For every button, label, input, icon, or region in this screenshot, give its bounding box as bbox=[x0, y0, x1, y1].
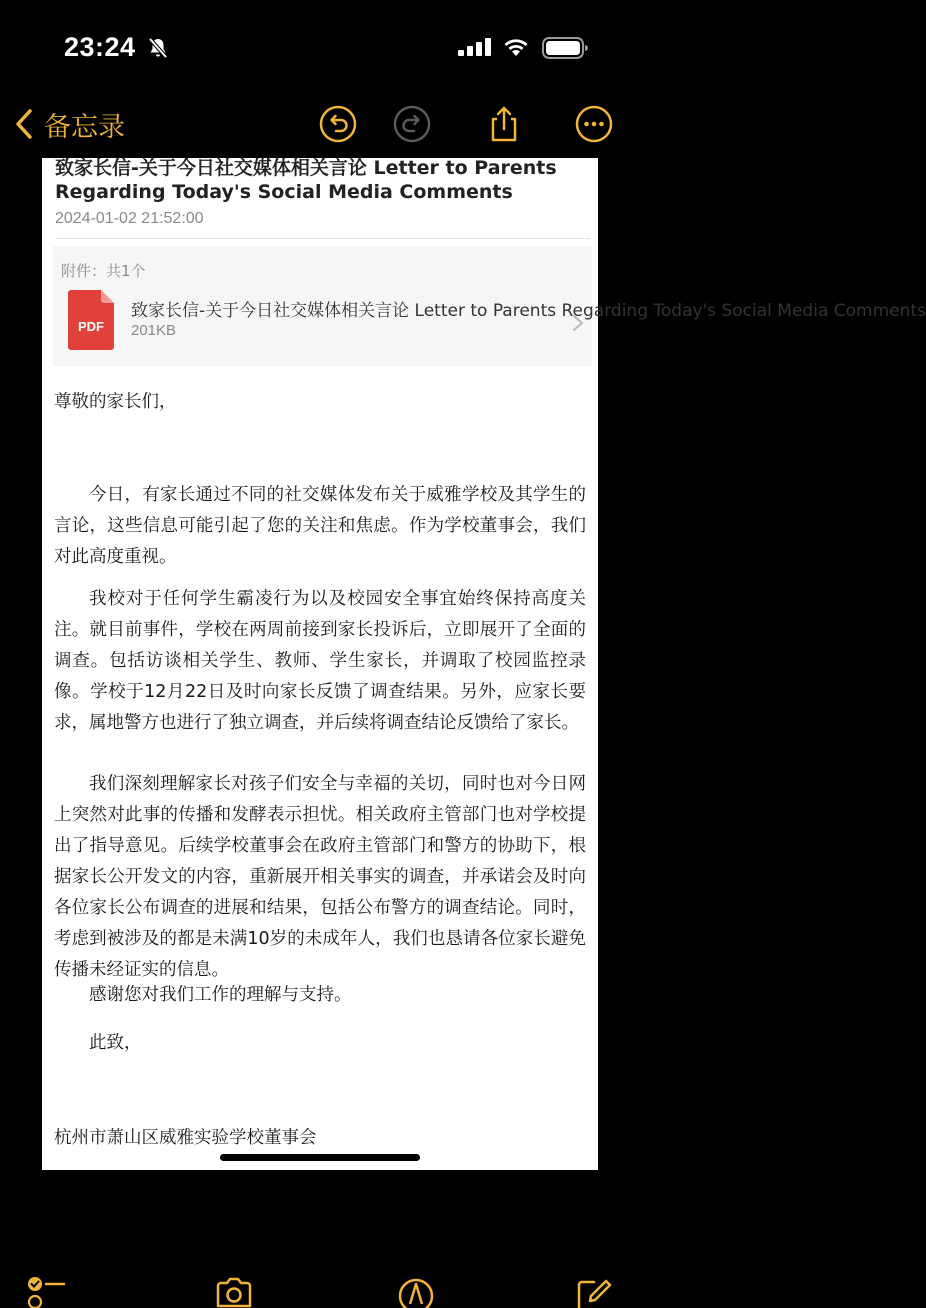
wifi-icon bbox=[502, 36, 530, 58]
salutation: 尊敬的家长们， bbox=[54, 392, 177, 412]
chevron-right-icon bbox=[572, 314, 584, 332]
closing: 此致， bbox=[89, 1033, 142, 1053]
paragraph-3: 我们深刻理解家长对孩子们安全与幸福的关切，同时也对今日网上突然对此事的传播和发酵表示担忧。相关政府主管部门也对学校提出了指导意见。后续学校董事会在政府主管部门和警方的协助下，根据家长公开发文的内容，重新展开相关事实的调查，并承诺会及时向各位家长公布调查的进展和结果，包括公布警方的调查结论。同时，考虑到被涉及的都是未满10岁的未成年人，我们也恳请各位家长避免传播未经证实的信息。 bbox=[54, 774, 586, 980]
cellular-signal-icon bbox=[458, 38, 492, 56]
pdf-label: PDF bbox=[78, 319, 104, 334]
paragraph-4: 感谢您对我们工作的理解与支持。 bbox=[89, 985, 352, 1005]
back-label: 备忘录 bbox=[44, 111, 125, 143]
pdf-file-icon bbox=[68, 290, 114, 350]
navigation-bar bbox=[0, 96, 640, 156]
signature: 杭州市萧山区威雅实验学校董事会 bbox=[54, 1128, 317, 1148]
attachment-size: 201KB bbox=[131, 322, 177, 339]
undo-icon[interactable] bbox=[318, 104, 358, 144]
divider bbox=[55, 238, 590, 239]
attachment-name: 致家长信-关于今日社交媒体相关言论 Letter to Parents Regarding Today's Social Media Comments bbox=[131, 301, 926, 321]
battery-icon bbox=[542, 37, 588, 59]
bell-off-icon bbox=[146, 36, 170, 60]
redo-icon[interactable] bbox=[392, 104, 432, 144]
compose-icon[interactable] bbox=[574, 1274, 614, 1308]
paragraph-1: 今日，有家长通过不同的社交媒体发布关于威雅学校及其学生的言论，这些信息可能引起了您的关注和焦虑。作为学校董事会，我们对此高度重视。 bbox=[54, 485, 586, 567]
back-button[interactable] bbox=[12, 102, 125, 146]
more-options-icon[interactable] bbox=[574, 104, 614, 144]
share-icon[interactable] bbox=[484, 104, 524, 144]
checklist-icon[interactable] bbox=[26, 1274, 66, 1308]
status-bar bbox=[0, 0, 640, 96]
status-time: 23:24 bbox=[64, 32, 136, 62]
attachment-card[interactable] bbox=[53, 246, 926, 366]
home-indicator bbox=[220, 1154, 420, 1161]
camera-icon[interactable] bbox=[214, 1274, 254, 1308]
note-content[interactable] bbox=[42, 157, 926, 1170]
paragraph-2: 我校对于任何学生霸凌行为以及校园安全事宜始终保持高度关注。就目前事件，学校在两周前接到家长投诉后，立即展开了全面的调查。包括访谈相关学生、教师、学生家长，并调取了校园监控录像。学校于12月22日及时向家长反馈了调查结果。另外，应家长要求，属地警方也进行了独立调查，并后续将调查结论反馈给了家长。 bbox=[54, 589, 586, 733]
chevron-left-icon bbox=[12, 108, 36, 140]
note-title: 致家长信-关于今日社交媒体相关言论 Letter to Parents Regarding Today's Social Media Comments bbox=[55, 157, 557, 203]
note-date: 2024-01-02 21:52:00 bbox=[55, 210, 204, 227]
attachment-count-label: 附件：共1个 bbox=[61, 262, 146, 280]
markup-pen-icon[interactable] bbox=[396, 1274, 436, 1308]
